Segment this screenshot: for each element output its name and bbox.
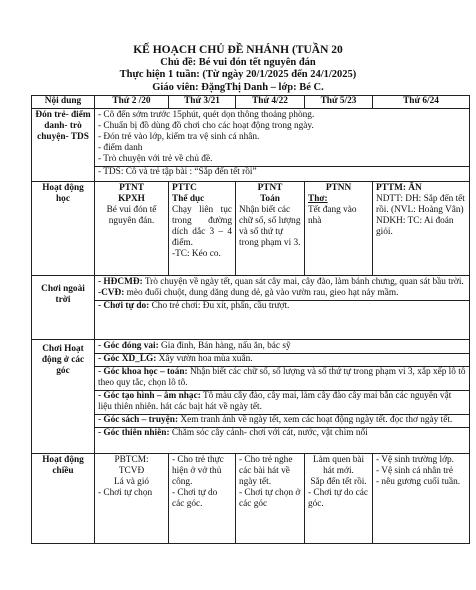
afternoon-item: TCVĐ bbox=[118, 466, 145, 476]
welcome-line: - TDS: Cô và trẻ tập bài : “Sắp đến tết rồi” bbox=[95, 166, 469, 178]
plan-period: Thực hiện 1 tuần: (Từ ngày 20/1/2025 đến 24/1/2025) bbox=[119, 69, 357, 80]
plan-topic: Chủ đề: Bé vui đón tết nguyên đán bbox=[160, 56, 316, 68]
learning-extra: -TC: Kéo co. bbox=[172, 249, 221, 259]
row-label-outdoor: Chơi ngoài trời bbox=[32, 276, 95, 340]
free-play-label: - Chơi tự do: bbox=[98, 301, 150, 311]
learning-title: PTTC bbox=[172, 183, 197, 193]
afternoon-item: - Vệ sinh trường lớp. bbox=[376, 455, 454, 465]
welcome-line: - Chuẩn bị đồ dùng đồ chơi cho các hoạt động trong ngày. bbox=[98, 121, 314, 131]
welcome-line: - Trò chuyện với trẻ về chủ đề. bbox=[98, 154, 213, 164]
table-header-row bbox=[32, 96, 470, 109]
cvd-label: -CVĐ: bbox=[98, 288, 125, 298]
welcome-line: - điểm danh bbox=[98, 143, 143, 153]
corners-content bbox=[95, 340, 470, 454]
document-header bbox=[0, 44, 476, 94]
afternoon-item: - Chơi tự chọn bbox=[98, 488, 153, 498]
afternoon-friday bbox=[373, 454, 470, 544]
afternoon-wednesday bbox=[236, 454, 305, 544]
row-label-welcome: Đón trẻ- điểm danh- trò chuyện- TDS bbox=[32, 109, 95, 182]
build-corner-label: - Góc XD_LG: bbox=[98, 354, 157, 364]
learning-body: Tết đang vào nhà bbox=[308, 205, 357, 226]
afternoon-item: - Chơi tự do các góc. bbox=[172, 488, 218, 509]
row-welcome bbox=[32, 109, 470, 182]
learning-title: PTNT bbox=[119, 183, 144, 193]
science-corner-label: - Góc khoa học – toán: bbox=[98, 367, 188, 377]
learning-title: PTTM: ÂN bbox=[376, 183, 422, 193]
learning-friday bbox=[373, 182, 470, 276]
learning-title: PTNN bbox=[325, 183, 352, 193]
outdoor-content bbox=[95, 276, 470, 340]
welcome-line: - Cô đến sớm trước 15phút, quét dọn thông thoáng phòng. bbox=[98, 110, 315, 120]
afternoon-monday bbox=[95, 454, 169, 544]
role-corner-text: Gia đình, Bán hàng, nấu ăn, bác sỹ bbox=[158, 341, 291, 351]
role-corner-label: - Góc đóng vai: bbox=[98, 341, 159, 351]
welcome-line: - Đón trẻ vào lớp, kiểm tra vệ sinh cá nhân. bbox=[98, 132, 260, 142]
afternoon-item: - Chơi tự do các góc. bbox=[308, 488, 369, 509]
col-header-wednesday: Thứ 4/22 bbox=[236, 96, 305, 109]
learning-wednesday bbox=[236, 182, 305, 276]
build-corner-text: Xây vườn hoa mùa xuân. bbox=[156, 354, 253, 364]
afternoon-item: - Cho trẻ thực hiện ở vở thủ công. bbox=[172, 455, 224, 487]
book-corner-text: Xem tranh ảnh về ngày tết, xem các hoạt động ngày tết. đọc thơ ngày tết. bbox=[178, 415, 453, 425]
col-header-thursday: Thứ 5/23 bbox=[305, 96, 373, 109]
row-corners bbox=[32, 340, 470, 454]
afternoon-item: - nêu gương cuối tuần. bbox=[376, 477, 461, 487]
afternoon-thursday bbox=[305, 454, 373, 544]
learning-title: PTNT bbox=[257, 183, 283, 193]
hdcmd-label: - HĐCMĐ: bbox=[98, 277, 143, 287]
learning-body: Bé vui đón tế nguyên đán. bbox=[106, 205, 157, 226]
learning-subject: Thể dục bbox=[172, 194, 205, 204]
row-label-afternoon: Hoạt động chiều bbox=[32, 454, 95, 544]
afternoon-item: - Chơi tự chọn ở các góc bbox=[239, 488, 301, 509]
col-header-friday: Thứ 6/24 bbox=[373, 96, 470, 109]
cvd-text: mèo đuổi chuột, dung dăng dung dẻ, gà vào vườn rau, gieo hạt nảy mầm. bbox=[124, 288, 399, 298]
nature-corner-label: - Góc thiên nhiên: bbox=[98, 428, 170, 438]
learning-body: Nhận biết các chữ số, số lượng và số thứ tự trong phạm vi 3. bbox=[239, 205, 301, 248]
afternoon-item: PBTCM: bbox=[114, 455, 149, 465]
afternoon-item: Sắp đến tết rồi. bbox=[310, 477, 367, 487]
learning-subject: Thơ: bbox=[308, 194, 328, 204]
nature-corner-text: Chăm sóc cây cảnh- chơi với cát, nước, vật chìm nổi bbox=[169, 428, 368, 438]
learning-tuesday bbox=[169, 182, 236, 276]
welcome-content bbox=[95, 109, 470, 182]
row-label-corners: Chơi Hoạt động ở các góc bbox=[32, 340, 95, 454]
row-label-learning: Hoạt động học bbox=[32, 182, 95, 276]
art-corner-text: Tô màu cây đào, cây mai, làm cây đào cây mai bằn các nguyên vật liệu thiên nhiên. hát các baịt hát về ngày tết. bbox=[98, 391, 452, 412]
col-header-content: Nội dung bbox=[32, 96, 95, 109]
afternoon-tuesday bbox=[169, 454, 236, 544]
col-header-monday: Thứ 2 /20 bbox=[95, 96, 169, 109]
learning-body: Chạy liên tục trong đường dích dắc 3 – 4 điểm. bbox=[172, 205, 232, 248]
learning-thursday bbox=[305, 182, 373, 276]
learning-subject: Toán bbox=[260, 194, 280, 204]
free-play-text: Cho trẻ chơi: Đu xít, phấn, cầu trượt. bbox=[149, 301, 290, 311]
afternoon-item: - Cho trẻ nghe các bài hát về ngày tết. bbox=[239, 455, 293, 487]
afternoon-item: Lá và gió bbox=[113, 477, 150, 487]
hdcmd-text: Trò chuyện về ngày tết, quan sát cây mai, cây đào, làm bánh chưng, quan sát bầu trời. bbox=[142, 277, 464, 287]
plan-title: KẾ HOẠCH CHỦ ĐỀ NHÁNH (TUẦN 20 bbox=[133, 44, 343, 56]
book-corner-label: - Góc sách – truyện: bbox=[98, 415, 179, 425]
row-afternoon bbox=[32, 454, 470, 544]
afternoon-item: - Vệ sinh cá nhân trẻ bbox=[376, 466, 454, 476]
plan-teacher: Giáo viên: ĐặngThị Danh – lớp: Bé C. bbox=[152, 81, 324, 93]
learning-subject: KPXH bbox=[118, 194, 145, 204]
science-corner-text: Nhận biết các chữ số, số lượng và số thứ tự trong phạm vi 3, xắp xếp lô tô theo quy tắc, chọn lô tô. bbox=[98, 367, 466, 388]
learning-body: NDTT: DH: Sắp đến tết rồi. (NVL: Hoàng Vân) NDKH: TC: Ai đoán giỏi. bbox=[376, 194, 465, 237]
row-learning bbox=[32, 182, 470, 276]
art-corner-label: - Góc tạo hình – âm nhạc: bbox=[98, 391, 201, 401]
row-outdoor bbox=[32, 276, 470, 340]
learning-monday bbox=[95, 182, 169, 276]
weekly-plan-table bbox=[31, 95, 470, 544]
col-header-tuesday: Thứ 3/21 bbox=[169, 96, 236, 109]
afternoon-item: Làm quen bài hát mới. bbox=[312, 455, 365, 476]
